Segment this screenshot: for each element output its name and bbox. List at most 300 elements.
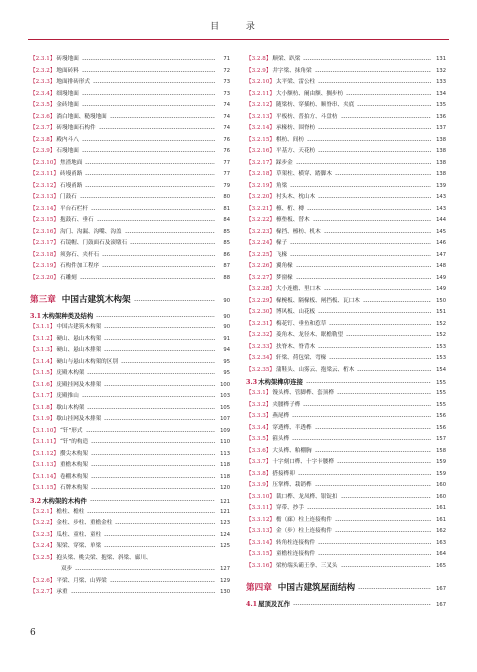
toc-entry[interactable] <box>30 100 230 112</box>
toc-entry[interactable] <box>30 553 230 565</box>
toc-entry-page: 124 <box>220 531 230 538</box>
toc-entry-number: 【3.2.18】 <box>246 171 275 177</box>
toc-entry-title: 扶脊木、脊背木 <box>275 343 316 350</box>
dot-leader <box>85 186 215 187</box>
toc-entry-number: 【3.3.11】 <box>246 505 275 511</box>
toc-entry[interactable] <box>246 238 446 250</box>
toc-entry-page: 77 <box>223 159 230 166</box>
toc-entry-title: 庑殿木构架 <box>56 370 85 376</box>
toc-entry[interactable] <box>30 89 230 101</box>
toc-entry-number: 【3.2.7】 <box>30 589 56 595</box>
toc-entry-number: 3.2 <box>30 496 42 505</box>
toc-entry[interactable] <box>246 446 446 458</box>
toc-entry-title: 门鼓石 <box>59 194 77 200</box>
toc-entry[interactable] <box>30 426 230 438</box>
dot-leader <box>329 324 431 325</box>
dot-leader <box>115 523 215 524</box>
toc-entry-page: 138 <box>436 159 446 166</box>
toc-entry[interactable] <box>246 526 446 538</box>
toc-entry-page: 118 <box>220 473 230 480</box>
toc-entry-page: 155 <box>436 401 446 408</box>
toc-entry-number: 【3.1.10】 <box>30 427 59 434</box>
toc-entry[interactable] <box>246 503 446 515</box>
toc-entry-number: 【3.2.31】 <box>246 320 275 327</box>
toc-entry-number: 【3.2.8】 <box>246 56 272 62</box>
toc-entry-title: 压掌榫、栽销榫 <box>272 482 312 488</box>
toc-entry-title: 歇山挂网及木排架 <box>56 416 102 422</box>
toc-entry[interactable] <box>30 112 230 124</box>
toc-entry[interactable] <box>30 541 230 553</box>
toc-entry[interactable] <box>30 518 230 530</box>
toc-entry-title: 轩梁、荷包梁、弯椽 <box>275 355 327 361</box>
toc-entry[interactable] <box>246 330 446 342</box>
toc-entry-page: 131 <box>436 56 446 62</box>
dot-leader <box>87 373 215 374</box>
toc-entry-number: 【3.1.7】 <box>30 393 56 399</box>
dot-leader <box>296 163 431 164</box>
toc-entry-number: 【3.2.32】 <box>246 332 275 338</box>
page-number: 6 <box>30 628 36 638</box>
toc-entry[interactable] <box>30 158 230 170</box>
toc-entry[interactable] <box>30 250 230 262</box>
toc-entry-number: 【3.1.1】 <box>30 324 56 330</box>
toc-entry[interactable] <box>30 66 230 78</box>
toc-entry[interactable] <box>30 204 230 216</box>
toc-entry-title: 随梁枋、穿插枋、顺脊串、夹底 <box>275 102 355 108</box>
toc-entry-title: 中国古建筑木构架 <box>61 295 131 305</box>
toc-entry[interactable] <box>30 403 230 415</box>
toc-entry-page: 74 <box>223 102 230 108</box>
dot-leader <box>85 174 215 175</box>
toc-entry-title: 淌白地面、糙墁地面 <box>56 113 107 120</box>
toc-entry[interactable] <box>30 181 230 193</box>
toc-entry[interactable] <box>30 261 230 273</box>
toc-entry-title: 椽挡、檩枋、机木 <box>275 228 321 235</box>
toc-entry[interactable] <box>30 357 230 369</box>
toc-entry-number: 【3.2.1】 <box>30 508 56 515</box>
toc-entry-page: 87 <box>223 263 230 269</box>
toc-entry-page: 159 <box>436 470 446 477</box>
toc-entry[interactable] <box>246 319 446 331</box>
toc-entry-number: 【3.3.13】 <box>246 528 275 534</box>
dot-leader <box>102 255 215 256</box>
toc-entry[interactable] <box>246 250 446 262</box>
toc-entry[interactable] <box>246 480 446 492</box>
toc-entry-number: 【3.1.9】 <box>30 416 56 422</box>
dot-leader <box>121 362 215 363</box>
toc-entry-page: 77 <box>223 171 230 177</box>
toc-entry-number: 【3.2.35】 <box>246 366 275 373</box>
toc-entry-page: 146 <box>436 240 446 246</box>
toc-entry-page: 158 <box>436 447 446 454</box>
toc-entry-number: 【3.1.4】 <box>30 358 56 365</box>
toc-entry-number: 【3.1.12】 <box>30 450 59 457</box>
toc-entry[interactable] <box>246 388 446 400</box>
toc-entry[interactable] <box>246 515 446 527</box>
toc-entry-page: 84 <box>223 217 230 223</box>
toc-entry-title: 屋顶及瓦作 <box>258 600 291 608</box>
toc-entry[interactable] <box>246 123 446 135</box>
toc-entry[interactable] <box>246 411 446 423</box>
toc-section-heading[interactable] <box>246 598 446 610</box>
dot-leader <box>87 408 215 409</box>
dot-leader <box>91 454 215 455</box>
toc-entry-page: 143 <box>436 194 446 200</box>
toc-entry-page: 90 <box>223 298 230 304</box>
dot-leader <box>324 289 431 290</box>
toc-entry-page: 151 <box>436 309 446 315</box>
toc-entry-number: 【2.3.4】 <box>30 90 56 97</box>
toc-entry[interactable] <box>30 483 230 495</box>
dot-leader <box>82 94 215 95</box>
toc-entry[interactable] <box>30 334 230 346</box>
toc-entry-title: 石墁地面 <box>56 148 79 154</box>
toc-entry-title: 平板枋、普拍方、斗盘枋 <box>275 113 338 120</box>
dot-leader <box>341 117 431 118</box>
dot-leader <box>104 419 215 420</box>
toc-entry[interactable] <box>246 89 446 101</box>
toc-entry[interactable] <box>246 296 446 308</box>
toc-entry-number: 【3.1.15】 <box>30 485 59 491</box>
dot-leader <box>290 243 431 244</box>
toc-entry-title: “钎”的构造 <box>59 439 89 445</box>
toc-entry-number: 3.3 <box>246 378 258 386</box>
toc-entry[interactable] <box>246 434 446 446</box>
toc-entry-title: 歇山木构架 <box>56 404 85 411</box>
toc-entry-number: 【3.1.14】 <box>30 473 59 480</box>
toc-entry-number: 【3.2.29】 <box>246 297 275 304</box>
toc-entry-page: 159 <box>436 459 446 465</box>
toc-entry-number: 【2.3.17】 <box>30 240 59 246</box>
toc-entry-number: 【2.3.14】 <box>30 205 59 212</box>
dot-leader <box>315 485 431 486</box>
toc-entry-page: 160 <box>436 493 446 500</box>
dot-leader <box>290 186 431 187</box>
toc-entry-title: 椽子 <box>275 240 288 246</box>
toc-entry[interactable] <box>30 437 230 449</box>
toc-entry[interactable] <box>246 66 446 78</box>
toc-entry[interactable] <box>246 169 446 181</box>
dot-leader <box>303 59 431 60</box>
dot-leader <box>104 327 215 328</box>
toc-entry-page: 164 <box>436 551 446 557</box>
toc-entry-number: 【3.2.28】 <box>246 286 275 292</box>
toc-entry-number: 第三章 <box>30 295 56 305</box>
toc-entry[interactable] <box>30 215 230 227</box>
dot-leader <box>134 300 215 301</box>
dot-leader <box>341 497 431 498</box>
toc-entry[interactable] <box>246 561 446 573</box>
toc-entry[interactable] <box>30 123 230 135</box>
toc-entry-number: 【2.3.12】 <box>30 182 59 189</box>
toc-entry-number: 【3.3.1】 <box>246 390 272 396</box>
toc-entry[interactable] <box>30 238 230 250</box>
toc-entry-title: 平梁、月梁、山界梁 <box>56 577 107 584</box>
toc-section-heading[interactable] <box>30 310 230 322</box>
toc-entry-number: 【3.2.15】 <box>246 136 275 143</box>
toc-entry-title: 梦窗椽 <box>275 274 293 281</box>
dot-leader <box>307 508 431 509</box>
toc-entry[interactable] <box>246 261 446 273</box>
toc-entry-page: 132 <box>436 67 446 74</box>
toc-entry[interactable] <box>30 273 230 285</box>
toc-entry-number: 【3.2.20】 <box>246 194 275 200</box>
toc-entry-page: 157 <box>436 436 446 442</box>
dot-leader <box>290 255 431 256</box>
toc-chapter-heading[interactable] <box>30 290 230 310</box>
toc-entry-page: 121 <box>220 508 230 515</box>
toc-entry-title: 衬头木、枕山木 <box>275 194 316 200</box>
toc-entry-title: 转角柱连接构件 <box>275 539 316 546</box>
toc-entry[interactable] <box>30 77 230 89</box>
toc-entry[interactable] <box>246 227 446 239</box>
toc-entry-number: 【3.2.33】 <box>246 343 275 350</box>
dot-leader <box>315 428 431 429</box>
toc-entry-number: 【3.3.16】 <box>246 562 275 569</box>
toc-entry[interactable] <box>246 54 446 66</box>
dot-leader <box>104 350 215 351</box>
toc-entry[interactable] <box>246 307 446 319</box>
toc-section-heading[interactable] <box>30 495 230 507</box>
toc-entry-title: 平台石栏杆 <box>59 205 88 212</box>
toc-entry-page: 135 <box>436 102 446 108</box>
toc-entry-page: 138 <box>436 171 446 177</box>
toc-entry-title: 金柱、步柱、重檐金柱 <box>56 520 113 526</box>
toc-entry[interactable] <box>246 146 446 158</box>
toc-entry-number: 【3.2.19】 <box>246 182 275 189</box>
dot-leader <box>341 566 431 567</box>
toc-entry-page: 144 <box>436 217 446 223</box>
toc-entry[interactable] <box>246 158 446 170</box>
toc-entry[interactable] <box>246 365 446 377</box>
toc-entry[interactable] <box>246 215 446 227</box>
toc-chapter-heading[interactable] <box>246 578 446 598</box>
toc-entry[interactable] <box>246 353 446 365</box>
toc-entry-number: 【3.2.27】 <box>246 274 275 281</box>
toc-entry-page: 156 <box>436 424 446 431</box>
page-header-title: 目 录 <box>210 22 267 32</box>
toc-entry-title: 梁枋端头霸王拳、三叉头 <box>275 562 338 569</box>
toc-entry-page: 107 <box>220 416 230 422</box>
toc-entry[interactable] <box>30 322 230 334</box>
dot-leader <box>80 197 215 198</box>
toc-entry[interactable] <box>246 192 446 204</box>
dot-leader <box>315 71 431 72</box>
toc-entry[interactable] <box>30 345 230 357</box>
toc-entry-page: 136 <box>436 113 446 120</box>
header-rule <box>28 39 449 40</box>
dot-leader <box>91 488 215 489</box>
toc-entry-title: 金砖地面 <box>56 102 79 108</box>
toc-entry[interactable] <box>246 538 446 550</box>
toc-entry-title: 木构架种类及结构 <box>42 312 94 320</box>
toc-entry-title: 顺梁、趴梁 <box>272 56 301 62</box>
toc-entry[interactable] <box>246 100 446 112</box>
toc-entry-title: 菱角木、龙径木、眠檐勒望 <box>275 332 344 338</box>
toc-entry[interactable] <box>246 457 446 469</box>
dot-leader <box>307 140 431 141</box>
toc-entry[interactable] <box>246 284 446 296</box>
toc-entry-number: 【3.2.4】 <box>30 543 56 549</box>
toc-entry-number: 【3.3.14】 <box>246 539 275 546</box>
toc-entry-page: 88 <box>223 274 230 281</box>
toc-entry[interactable] <box>246 204 446 216</box>
toc-entry[interactable] <box>246 549 446 561</box>
toc-entry-title: 硬山、悬山木构架 <box>56 335 102 342</box>
toc-entry-number: 【2.3.20】 <box>30 274 59 281</box>
dot-leader <box>318 151 431 152</box>
dot-leader <box>307 209 431 210</box>
toc-entry-title: 细墁地面 <box>56 90 79 97</box>
toc-entry[interactable] <box>30 169 230 181</box>
dot-leader <box>82 151 215 152</box>
dot-leader <box>71 592 215 593</box>
dot-leader <box>110 117 215 118</box>
toc-entry[interactable] <box>30 391 230 403</box>
toc-entry-number: 【3.2.22】 <box>246 217 275 223</box>
toc-entry-title: 庑殿挂网及木排架 <box>56 381 102 388</box>
toc-entry-page: 71 <box>223 56 230 62</box>
dot-leader <box>87 512 215 513</box>
toc-entry-number: 【2.3.19】 <box>30 263 59 269</box>
toc-entry-title: 梅花钉、垂鱼和惹草 <box>275 320 327 327</box>
toc-entry-title: 檐柱、檐柱 <box>56 508 85 515</box>
toc-entry-number: 【2.3.7】 <box>30 125 56 131</box>
toc-entry-title: 庑殿推山 <box>56 393 79 399</box>
toc-entry-title: 穿透榫、半透榫 <box>272 424 312 431</box>
toc-entry-page: 72 <box>223 67 230 74</box>
dot-leader <box>104 546 215 547</box>
toc-entry[interactable] <box>246 400 446 412</box>
toc-entry-number: 【3.3.4】 <box>246 424 272 431</box>
toc-entry-title: 檩、桁、槫 <box>275 205 304 212</box>
toc-entry-page: 127 <box>220 566 230 572</box>
toc-entry-title: 木构架的木构件 <box>42 496 87 505</box>
toc-entry-page: 130 <box>220 589 230 595</box>
toc-entry-page: 85 <box>223 240 230 246</box>
toc-entry-number: 【3.3.9】 <box>246 482 272 488</box>
toc-entry-title: 搭接榫卯 <box>272 470 295 477</box>
dot-leader <box>97 220 215 221</box>
dot-leader <box>82 140 215 141</box>
toc-entry-number: 【3.3.12】 <box>246 516 275 523</box>
toc-entry-page: 121 <box>220 498 230 505</box>
toc-entry-page: 147 <box>436 251 446 258</box>
toc-entry-page: 80 <box>223 194 230 200</box>
toc-entry-number: 【3.2.13】 <box>246 113 275 120</box>
toc-entry[interactable] <box>246 135 446 147</box>
toc-entry-page: 162 <box>436 528 446 534</box>
toc-entry[interactable] <box>246 181 446 193</box>
toc-entry-number: 【3.3.7】 <box>246 459 272 465</box>
toc-entry-page: 74 <box>223 113 230 120</box>
toc-entry-number: 【3.3.3】 <box>246 413 272 419</box>
toc-entry[interactable] <box>30 472 230 484</box>
dot-leader <box>346 94 431 95</box>
toc-entry-page: 86 <box>223 251 230 258</box>
toc-entry[interactable] <box>30 507 230 519</box>
toc-entry[interactable] <box>30 414 230 426</box>
dot-leader <box>91 465 215 466</box>
toc-entry-title: 檩垫板、替木 <box>275 217 310 223</box>
toc-entry-number: 【3.3.6】 <box>246 447 272 454</box>
toc-entry[interactable] <box>30 380 230 392</box>
toc-section-heading[interactable] <box>246 376 446 388</box>
toc-entry-title: 大小连檐、里口木 <box>275 286 321 292</box>
toc-entry-page: 134 <box>436 90 446 97</box>
toc-entry[interactable] <box>30 135 230 147</box>
toc-left-column <box>30 54 230 599</box>
toc-entry-page: 148 <box>436 263 446 269</box>
toc-entry[interactable] <box>30 368 230 380</box>
toc-entry-number: 【3.2.24】 <box>246 240 275 246</box>
toc-entry-page: 138 <box>436 148 446 154</box>
dot-leader <box>318 347 431 348</box>
dot-leader <box>82 396 215 397</box>
toc-entry-title: 石构件加工程序 <box>59 263 100 269</box>
toc-entry[interactable] <box>246 273 446 285</box>
toc-entry-title: 砖墁甬路 <box>59 171 83 177</box>
toc-entry-title: 地面排砖形式 <box>56 79 90 85</box>
dot-leader <box>329 358 431 359</box>
toc-entry[interactable] <box>246 469 446 481</box>
toc-entry-page: 74 <box>223 125 230 131</box>
toc-entry[interactable] <box>30 530 230 542</box>
toc-entry-page: 123 <box>220 520 230 526</box>
toc-entry-page: 145 <box>436 228 446 235</box>
dot-leader <box>91 477 215 478</box>
toc-entry-number: 【3.2.14】 <box>246 125 275 131</box>
toc-entry-page: 73 <box>223 90 230 97</box>
toc-entry[interactable] <box>246 492 446 504</box>
dot-leader <box>318 543 431 544</box>
toc-entry-number: 【3.1.2】 <box>30 335 56 342</box>
toc-entry-title: 木构架榫卯连接 <box>258 378 303 386</box>
toc-entry[interactable] <box>246 342 446 354</box>
toc-entry[interactable] <box>246 112 446 124</box>
toc-entry[interactable] <box>30 449 230 461</box>
toc-entry[interactable] <box>246 423 446 435</box>
dot-leader <box>104 339 215 340</box>
toc-entry[interactable] <box>30 227 230 239</box>
toc-entry[interactable] <box>246 77 446 89</box>
dot-leader <box>335 174 431 175</box>
toc-entry-page: 79 <box>223 182 230 189</box>
toc-entry-number: 【3.2.9】 <box>246 67 272 74</box>
toc-entry-number: 【3.2.25】 <box>246 251 275 258</box>
dot-leader <box>318 197 431 198</box>
toc-entry[interactable] <box>30 564 230 576</box>
toc-entry-number: 【2.3.16】 <box>30 228 59 235</box>
toc-entry-page: 137 <box>436 125 446 131</box>
toc-entry[interactable] <box>30 587 230 599</box>
toc-entry-number: 【3.2.10】 <box>246 79 275 85</box>
toc-entry-page: 95 <box>223 370 230 376</box>
toc-entry-page: 165 <box>436 562 446 569</box>
toc-entry[interactable] <box>30 576 230 588</box>
toc-entry-title: 金（步）柱上连接构件 <box>275 528 332 534</box>
toc-entry[interactable] <box>30 192 230 204</box>
toc-entry-page: 118 <box>220 462 230 468</box>
toc-entry[interactable] <box>30 54 230 66</box>
toc-entry-number: 【2.3.2】 <box>30 67 56 74</box>
dot-leader <box>363 301 431 302</box>
toc-entry[interactable] <box>30 460 230 472</box>
toc-entry-number: 【3.3.10】 <box>246 493 275 500</box>
toc-entry[interactable] <box>30 146 230 158</box>
toc-entry-number: 【3.1.11】 <box>30 439 59 445</box>
toc-entry-page: 81 <box>223 205 230 212</box>
